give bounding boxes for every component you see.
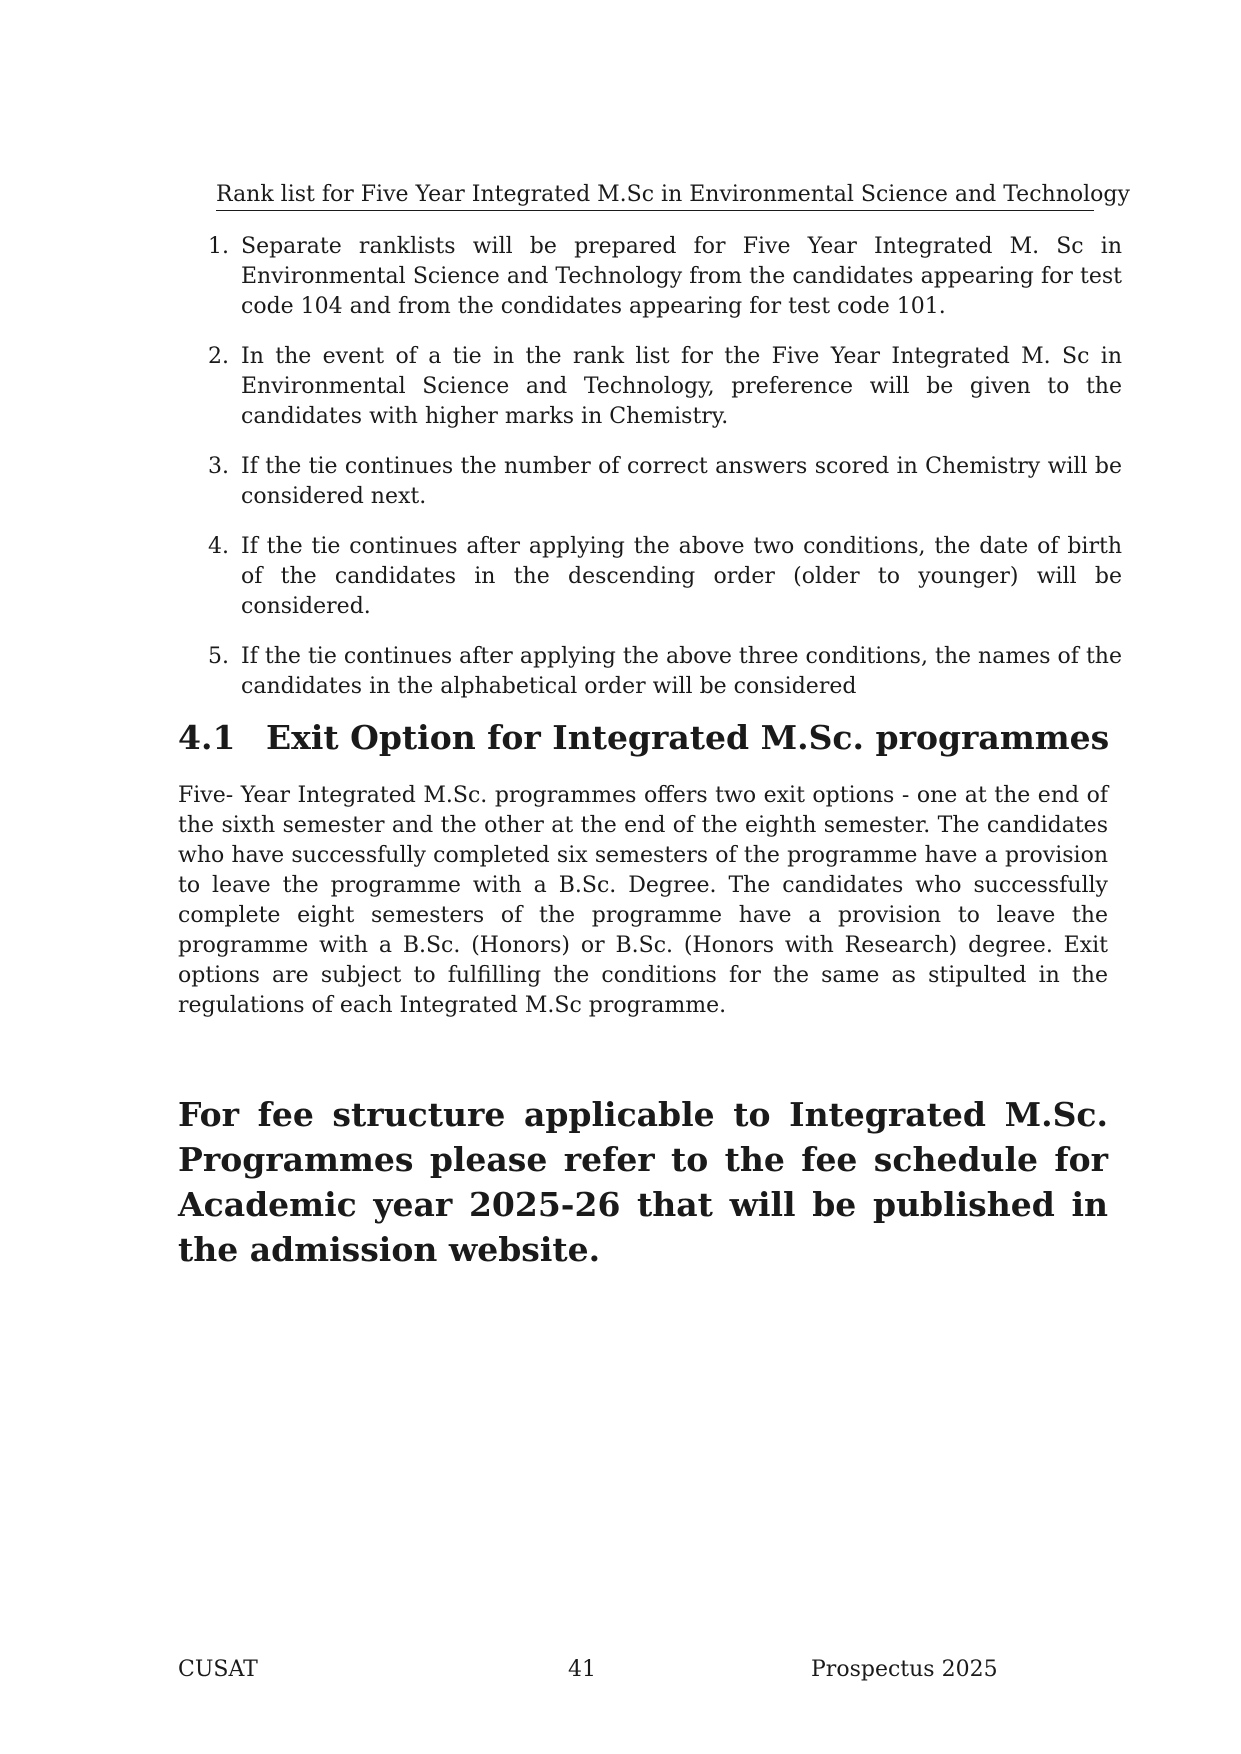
list-item (208, 532, 1122, 622)
footer-institution: CUSAT (178, 1657, 258, 1682)
list-item-number: 4. (208, 534, 229, 559)
section-number: 4.1 (178, 718, 236, 757)
footer-document-title: Prospectus 2025 (811, 1657, 998, 1682)
list-item-number: 2. (208, 344, 229, 369)
list-item-text: In the event of a tie in the rank list for the Five Year Integrated M. Sc in Environmental Science and Technology, preference will be given to the candidates with higher marks in Chemistry. (241, 344, 1122, 429)
list-item-text: If the tie continues after applying the above two conditions, the date of birth of the candidates in the descending order (older to younger) will be considered. (241, 534, 1122, 619)
rank-list-title: Rank list for Five Year Integrated M.Sc in Environmental Science and Technology (216, 180, 1094, 211)
list-item-text: If the tie continues after applying the above three conditions, the names of the candidates in the alphabetical order will be considered (241, 644, 1122, 699)
section-title: Exit Option for Integrated M.Sc. programmes (266, 718, 1110, 757)
list-item-text: If the tie continues the number of correct answers scored in Chemistry will be considered next. (241, 454, 1122, 509)
rank-rules-list (208, 232, 1122, 722)
list-item (208, 642, 1122, 702)
list-item-number: 1. (208, 234, 229, 259)
section-paragraph: Five- Year Integrated M.Sc. programmes offers two exit options - one at the end of the sixth semester and the other at the end of the eighth semester. The candidates who have successfully completed six semesters of the programme have a provision to leave the programme with a B.Sc. Degree. The candidates who successfully complete eight semesters of the programme have a provision to leave the programme with a B.Sc. (Honors) or B.Sc. (Honors with Research) degree. Exit options are subject to fulfilling the conditions for the same as stipulted in the regulations of each Integrated M.Sc programme. (178, 783, 1108, 1018)
list-item-number: 5. (208, 644, 229, 669)
page-number: 41 (568, 1657, 596, 1682)
list-item-text: Separate ranklists will be prepared for Five Year Integrated M. Sc in Environmental Science and Technology from the candidates appearing for test code 104 and from the condidates appearing for test code 101. (241, 234, 1122, 319)
list-item (208, 232, 1122, 322)
list-item-number: 3. (208, 454, 229, 479)
list-item (208, 452, 1122, 512)
fee-structure-notice: For fee structure applicable to Integrated M.Sc. Programmes please refer to the fee schedule for Academic year 2025-26 that will be published in the admission website. (178, 1095, 1108, 1269)
list-item (208, 342, 1122, 432)
section-heading (178, 716, 1122, 760)
